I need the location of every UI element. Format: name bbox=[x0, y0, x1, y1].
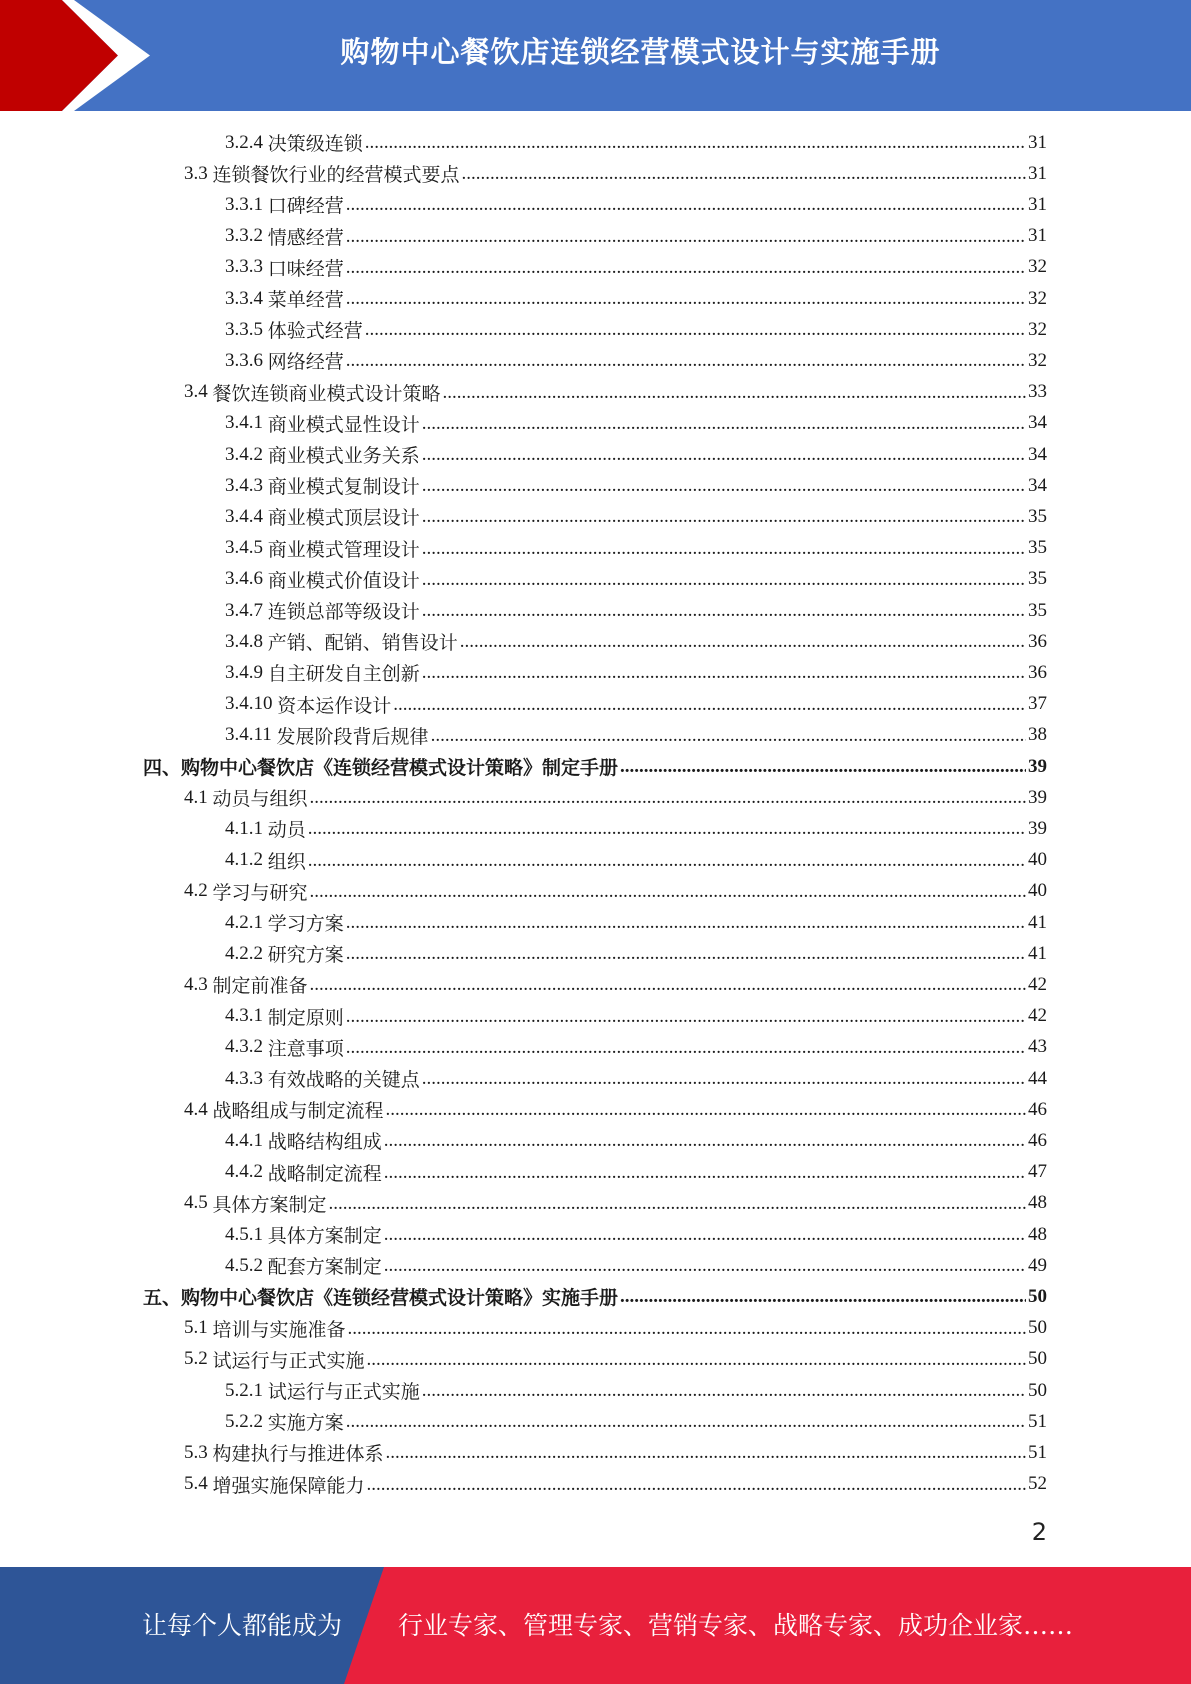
toc-entry[interactable] bbox=[225, 1219, 1047, 1250]
footer-slogan-right: 行业专家、管理专家、营销专家、战略专家、成功企业家…… bbox=[398, 1611, 1074, 1640]
toc-dot-leader bbox=[367, 1469, 1026, 1500]
toc-entry[interactable] bbox=[143, 1281, 1047, 1312]
toc-entry-number: 4.3 bbox=[184, 973, 213, 995]
toc-entry-title: 口碑经营 bbox=[267, 196, 344, 218]
footer-slogan-left: 让每个人都能成为 bbox=[142, 1611, 343, 1640]
toc-entry-number: 3.4.6 bbox=[225, 568, 268, 590]
toc-entry-number: 3.3.3 bbox=[225, 256, 268, 278]
toc-entry-number: 4.5 bbox=[184, 1192, 213, 1214]
toc-entry-page: 35 bbox=[1028, 537, 1047, 559]
toc-entry-page: 39 bbox=[1028, 817, 1047, 839]
toc-entry-page: 52 bbox=[1028, 1473, 1047, 1495]
toc-entry-number: 4.3.1 bbox=[225, 1005, 268, 1027]
toc-entry-title: 组织 bbox=[267, 851, 306, 873]
toc-entry-number: 4.2.2 bbox=[225, 942, 268, 964]
toc-dot-leader bbox=[367, 1344, 1026, 1375]
toc-entry-page: 40 bbox=[1028, 849, 1047, 871]
toc-entry[interactable] bbox=[225, 1375, 1047, 1406]
toc-dot-leader bbox=[365, 314, 1026, 345]
toc-dot-leader bbox=[348, 1313, 1026, 1344]
toc-entry-title: 口味经营 bbox=[267, 258, 344, 280]
toc-entry-title: 制定前准备 bbox=[212, 976, 308, 998]
toc-dot-leader bbox=[365, 127, 1026, 158]
toc-dot-leader bbox=[384, 1157, 1026, 1188]
toc-entry-title: 有效战略的关键点 bbox=[267, 1070, 420, 1091]
toc-dot-leader bbox=[346, 345, 1026, 376]
toc-entry-page: 37 bbox=[1028, 693, 1047, 715]
toc-entry-title: 注意事项 bbox=[267, 1038, 344, 1060]
toc-entry-page: 50 bbox=[1028, 1379, 1047, 1401]
toc-entry[interactable] bbox=[225, 1001, 1047, 1032]
toc-entry-number: 5.4 bbox=[184, 1473, 213, 1495]
toc-dot-leader bbox=[422, 501, 1026, 532]
toc-entry-title: 购物中心餐饮店《连锁经营模式设计策略》实施手册 bbox=[181, 1288, 619, 1310]
toc-dot-leader bbox=[346, 938, 1026, 969]
toc-entry-page: 35 bbox=[1028, 599, 1047, 621]
toc-entry[interactable] bbox=[225, 907, 1047, 938]
toc-entry-title: 具体方案制定 bbox=[212, 1194, 327, 1216]
toc-entry-title: 发展阶段背后规律 bbox=[276, 726, 429, 748]
toc-dot-leader bbox=[310, 876, 1026, 907]
toc-entry-title: 连锁餐饮行业的经营模式要点 bbox=[212, 165, 460, 187]
toc-entry-number: 5.3 bbox=[184, 1441, 213, 1463]
toc-entry[interactable] bbox=[225, 283, 1047, 314]
toc-entry-number: 3.4.7 bbox=[225, 599, 268, 621]
toc-entry[interactable] bbox=[225, 626, 1047, 657]
toc-dot-leader bbox=[384, 1219, 1026, 1250]
toc-dot-leader bbox=[460, 626, 1026, 657]
toc-entry-page: 43 bbox=[1028, 1036, 1047, 1058]
toc-entry-page: 40 bbox=[1028, 880, 1047, 902]
toc-entry-title: 菜单经营 bbox=[267, 290, 344, 311]
toc-entry-title: 动员 bbox=[267, 820, 306, 842]
toc-entry[interactable] bbox=[184, 876, 1047, 907]
toc-entry-number: 4.2 bbox=[184, 880, 213, 902]
toc-entry[interactable] bbox=[225, 1250, 1047, 1281]
toc-entry[interactable] bbox=[225, 252, 1047, 283]
toc-dot-leader bbox=[386, 1437, 1026, 1468]
toc-dot-leader bbox=[422, 470, 1026, 501]
toc-entry[interactable] bbox=[225, 1406, 1047, 1437]
toc-dot-leader bbox=[422, 408, 1026, 439]
toc-entry-title: 实施方案 bbox=[267, 1413, 344, 1435]
toc-entry-page: 34 bbox=[1028, 412, 1047, 434]
toc-entry[interactable] bbox=[184, 1313, 1047, 1344]
toc-entry-number: 4.4.2 bbox=[225, 1161, 268, 1183]
toc-entry-page: 47 bbox=[1028, 1161, 1047, 1183]
toc-entry-number: 5.2 bbox=[184, 1348, 213, 1370]
toc-entry[interactable] bbox=[225, 720, 1047, 751]
toc-dot-leader bbox=[422, 595, 1026, 626]
toc-dot-leader bbox=[422, 533, 1026, 564]
toc-entry[interactable] bbox=[225, 657, 1047, 688]
toc-entry-title: 情感经营 bbox=[267, 227, 344, 249]
toc-entry[interactable] bbox=[225, 1063, 1047, 1094]
toc-entry-title: 战略制定流程 bbox=[267, 1163, 382, 1185]
toc-dot-leader bbox=[346, 252, 1026, 283]
toc-entry-page: 51 bbox=[1028, 1441, 1047, 1463]
toc-entry-page: 34 bbox=[1028, 443, 1047, 465]
toc-entry-page: 39 bbox=[1028, 786, 1047, 808]
toc-entry-title: 连锁总部等级设计 bbox=[267, 602, 420, 623]
toc-entry-number: 5.2.2 bbox=[225, 1410, 268, 1432]
page-number: 2 bbox=[1031, 1518, 1047, 1546]
toc-entry-page: 33 bbox=[1028, 381, 1047, 403]
toc-entry-title: 体验式经营 bbox=[267, 321, 363, 343]
toc-entry-page: 34 bbox=[1028, 474, 1047, 496]
toc-entry-title: 商业模式业务关系 bbox=[267, 446, 420, 467]
toc-entry-title: 商业模式价值设计 bbox=[267, 570, 420, 592]
toc-entry-page: 48 bbox=[1028, 1223, 1047, 1245]
toc-entry-number: 4.1.1 bbox=[225, 817, 268, 839]
toc-entry-number: 4.4 bbox=[184, 1098, 213, 1120]
toc-entry-title: 战略结构组成 bbox=[267, 1132, 382, 1154]
toc-entry-page: 39 bbox=[1028, 755, 1047, 777]
toc-entry-title: 试运行与正式实施 bbox=[212, 1350, 365, 1372]
toc-dot-leader bbox=[310, 969, 1026, 1000]
toc-entry-title: 商业模式管理设计 bbox=[267, 539, 420, 561]
toc-entry-page: 49 bbox=[1028, 1254, 1047, 1276]
toc-dot-leader bbox=[384, 1250, 1026, 1281]
toc-entry[interactable] bbox=[225, 345, 1047, 376]
toc-entry-number: 5.1 bbox=[184, 1317, 213, 1339]
toc-entry-number: 3.2.4 bbox=[225, 131, 268, 153]
toc-entry[interactable] bbox=[184, 1437, 1047, 1468]
toc-entry[interactable] bbox=[225, 595, 1047, 626]
toc-entry-page: 48 bbox=[1028, 1192, 1047, 1214]
toc-entry[interactable] bbox=[225, 689, 1047, 720]
toc-entry-title: 商业模式顶层设计 bbox=[267, 508, 420, 530]
toc-entry-title: 餐饮连锁商业模式设计策略 bbox=[212, 383, 441, 405]
toc-dot-leader bbox=[620, 751, 1026, 782]
toc-entry-page: 35 bbox=[1028, 568, 1047, 590]
toc-entry-number: 3.4.10 bbox=[225, 693, 278, 715]
toc-entry-title: 自主研发自主创新 bbox=[267, 664, 420, 686]
toc-entry-number: 四、 bbox=[143, 758, 182, 779]
toc-entry[interactable] bbox=[225, 938, 1047, 969]
toc-dot-leader bbox=[422, 564, 1026, 595]
toc-entry-title: 学习与研究 bbox=[212, 882, 308, 904]
toc-entry-title: 产销、配销、销售设计 bbox=[267, 633, 458, 655]
toc-entry-page: 32 bbox=[1028, 287, 1047, 309]
toc-entry-page: 36 bbox=[1028, 661, 1047, 683]
page-footer bbox=[0, 1567, 1191, 1684]
toc-entry-number: 4.3.2 bbox=[225, 1036, 268, 1058]
toc-entry-number: 4.1.2 bbox=[225, 849, 268, 871]
toc-entry-number: 五、 bbox=[143, 1288, 182, 1310]
toc-entry-title: 研究方案 bbox=[267, 945, 344, 967]
toc-entry[interactable] bbox=[225, 314, 1047, 345]
toc-entry-number: 3.4.4 bbox=[225, 505, 268, 527]
toc-entry-title: 增强实施保障能力 bbox=[212, 1475, 365, 1497]
toc-entry-title: 商业模式显性设计 bbox=[267, 414, 420, 436]
toc-entry-title: 培训与实施准备 bbox=[212, 1319, 346, 1341]
toc-entry-title: 战略组成与制定流程 bbox=[212, 1101, 384, 1123]
chevron-logo-icon bbox=[0, 0, 160, 111]
toc-dot-leader bbox=[310, 782, 1026, 813]
toc-entry-number: 4.5.1 bbox=[225, 1223, 268, 1245]
toc-entry-page: 32 bbox=[1028, 349, 1047, 371]
toc-entry-page: 51 bbox=[1028, 1410, 1047, 1432]
toc-entry[interactable] bbox=[184, 1469, 1047, 1500]
toc-entry[interactable] bbox=[225, 127, 1047, 158]
toc-entry[interactable] bbox=[225, 1032, 1047, 1063]
toc-dot-leader bbox=[384, 1125, 1026, 1156]
toc-entry-page: 35 bbox=[1028, 505, 1047, 527]
toc-entry-title: 构建执行与推进体系 bbox=[212, 1444, 384, 1466]
toc-entry-title: 制定原则 bbox=[267, 1007, 344, 1029]
toc-dot-leader bbox=[386, 1094, 1026, 1125]
toc-entry[interactable] bbox=[225, 533, 1047, 564]
toc-entry[interactable] bbox=[184, 1094, 1047, 1125]
toc-dot-leader bbox=[346, 283, 1026, 314]
toc-entry[interactable] bbox=[184, 377, 1047, 408]
toc-dot-leader bbox=[308, 813, 1026, 844]
toc-entry[interactable] bbox=[225, 189, 1047, 220]
toc-dot-leader bbox=[462, 158, 1026, 189]
toc-entry-page: 46 bbox=[1028, 1098, 1047, 1120]
toc-entry[interactable] bbox=[225, 813, 1047, 844]
toc-entry-page: 31 bbox=[1028, 162, 1047, 184]
toc-entry-page: 44 bbox=[1028, 1067, 1047, 1089]
toc-entry-page: 31 bbox=[1028, 225, 1047, 247]
toc-entry-title: 购物中心餐饮店《连锁经营模式设计策略》制定手册 bbox=[181, 758, 619, 779]
toc-entry-page: 38 bbox=[1028, 724, 1047, 746]
document-title: 购物中心餐饮店连锁经营模式设计与实施手册 bbox=[340, 35, 941, 69]
toc-dot-leader bbox=[346, 1406, 1026, 1437]
toc-dot-leader bbox=[422, 657, 1026, 688]
toc-entry[interactable] bbox=[225, 439, 1047, 470]
toc-dot-leader bbox=[308, 845, 1026, 876]
toc-entry-number: 3.4.2 bbox=[225, 443, 268, 465]
toc-dot-leader bbox=[443, 377, 1026, 408]
toc-entry[interactable] bbox=[225, 1125, 1047, 1156]
toc-entry-title: 学习方案 bbox=[267, 914, 344, 935]
toc-entry-number: 3.3.6 bbox=[225, 349, 268, 371]
toc-entry[interactable] bbox=[225, 470, 1047, 501]
toc-entry[interactable] bbox=[225, 564, 1047, 595]
toc-dot-leader bbox=[620, 1281, 1026, 1312]
toc-entry-title: 试运行与正式实施 bbox=[267, 1382, 420, 1403]
toc-entry[interactable] bbox=[225, 408, 1047, 439]
toc-entry[interactable] bbox=[225, 1157, 1047, 1188]
toc-entry-number: 3.4 bbox=[184, 381, 213, 403]
toc-entry-page: 31 bbox=[1028, 193, 1047, 215]
toc-entry[interactable] bbox=[184, 158, 1047, 189]
page-header bbox=[0, 0, 1191, 111]
toc-entry-number: 4.3.3 bbox=[225, 1067, 268, 1089]
toc-entry-number: 3.4.8 bbox=[225, 630, 268, 652]
toc-entry-number: 3.3.1 bbox=[225, 193, 268, 215]
toc-entry[interactable] bbox=[143, 751, 1047, 782]
toc-entry-page: 42 bbox=[1028, 1005, 1047, 1027]
toc-entry-title: 配套方案制定 bbox=[267, 1257, 382, 1279]
toc-entry-number: 3.4.9 bbox=[225, 661, 268, 683]
toc-entry-title: 动员与组织 bbox=[212, 789, 308, 811]
toc-dot-leader bbox=[346, 1032, 1026, 1063]
toc-entry-page: 41 bbox=[1028, 911, 1047, 933]
toc-dot-leader bbox=[431, 720, 1026, 751]
toc-entry[interactable] bbox=[225, 221, 1047, 252]
toc-entry-title: 决策级连锁 bbox=[267, 134, 363, 155]
toc-dot-leader bbox=[422, 439, 1026, 470]
toc-entry-number: 3.4.11 bbox=[225, 724, 277, 746]
toc-entry-number: 4.5.2 bbox=[225, 1254, 268, 1276]
toc-entry-number: 3.3.5 bbox=[225, 318, 268, 340]
toc-entry[interactable] bbox=[184, 969, 1047, 1000]
toc-entry[interactable] bbox=[184, 1188, 1047, 1219]
toc-entry-page: 42 bbox=[1028, 973, 1047, 995]
toc-dot-leader bbox=[346, 1001, 1026, 1032]
toc-entry-page: 50 bbox=[1028, 1285, 1047, 1307]
toc-dot-leader bbox=[393, 689, 1026, 720]
toc-entry-number: 4.1 bbox=[184, 786, 213, 808]
toc-entry-page: 50 bbox=[1028, 1348, 1047, 1370]
toc-dot-leader bbox=[329, 1188, 1026, 1219]
toc-dot-leader bbox=[346, 189, 1026, 220]
toc-entry-page: 50 bbox=[1028, 1317, 1047, 1339]
toc-entry-number: 3.3 bbox=[184, 162, 213, 184]
toc-entry-page: 46 bbox=[1028, 1129, 1047, 1151]
toc-entry[interactable] bbox=[225, 845, 1047, 876]
toc-entry-number: 4.2.1 bbox=[225, 911, 268, 933]
toc-entry-page: 36 bbox=[1028, 630, 1047, 652]
toc-entry[interactable] bbox=[184, 1344, 1047, 1375]
toc-entry-number: 3.4.5 bbox=[225, 537, 268, 559]
toc-dot-leader bbox=[346, 907, 1026, 938]
toc-entry-title: 资本运作设计 bbox=[277, 695, 392, 717]
toc-entry-number: 5.2.1 bbox=[225, 1379, 268, 1401]
toc-entry-number: 3.4.3 bbox=[225, 474, 268, 496]
toc-entry-number: 4.4.1 bbox=[225, 1129, 268, 1151]
toc-entry-title: 具体方案制定 bbox=[267, 1226, 382, 1247]
toc-entry-page: 31 bbox=[1028, 131, 1047, 153]
toc-entry[interactable] bbox=[225, 501, 1047, 532]
toc-entry-page: 41 bbox=[1028, 942, 1047, 964]
toc-entry-number: 3.4.1 bbox=[225, 412, 268, 434]
toc-entry-page: 32 bbox=[1028, 318, 1047, 340]
toc-entry-title: 商业模式复制设计 bbox=[267, 477, 420, 499]
toc-entry[interactable] bbox=[184, 782, 1047, 813]
toc-entry-title: 网络经营 bbox=[267, 352, 344, 374]
toc-entry-number: 3.3.2 bbox=[225, 225, 268, 247]
toc-dot-leader bbox=[422, 1063, 1026, 1094]
toc-dot-leader bbox=[422, 1375, 1026, 1406]
toc-dot-leader bbox=[346, 221, 1026, 252]
toc-entry-page: 32 bbox=[1028, 256, 1047, 278]
toc-entry-number: 3.3.4 bbox=[225, 287, 268, 309]
